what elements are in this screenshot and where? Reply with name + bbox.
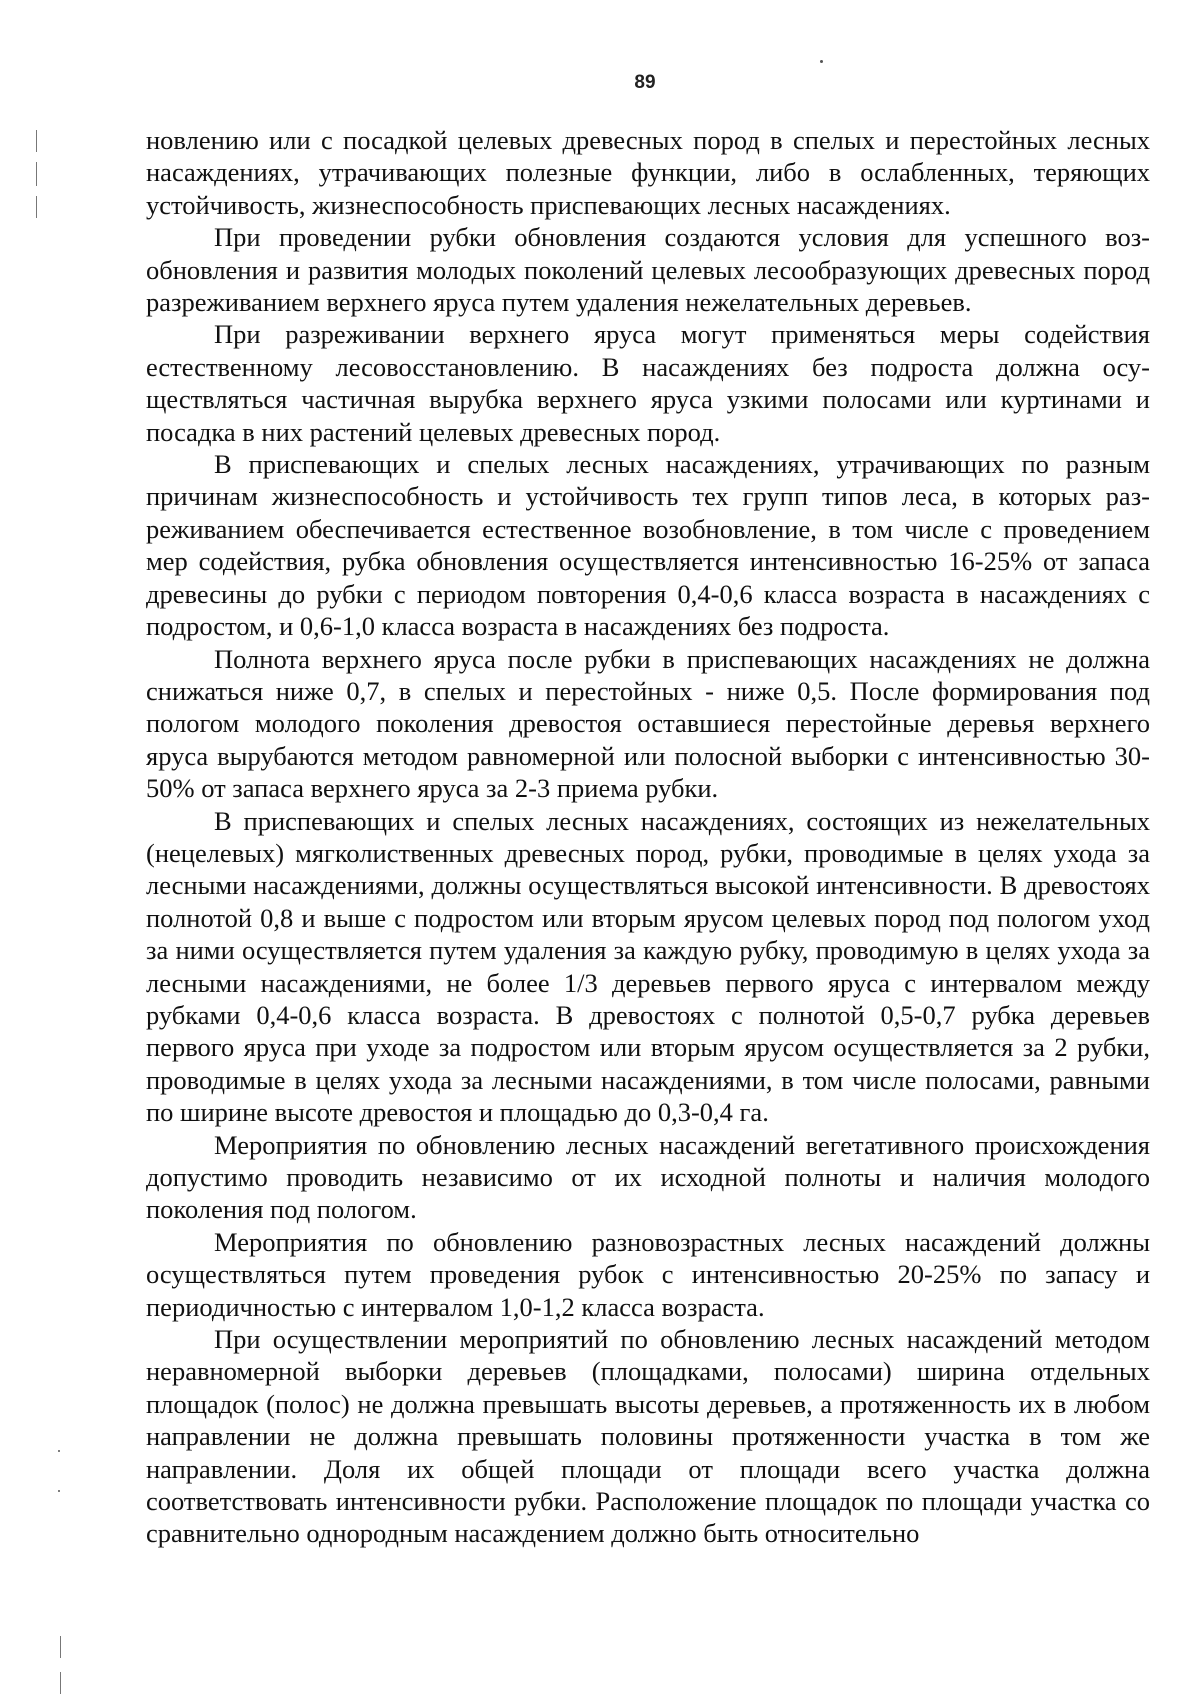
scan-margin-mark: [60, 1636, 61, 1658]
page-number: 89: [634, 72, 656, 93]
scan-dot-mark: [58, 1450, 60, 1452]
document-body: [146, 124, 1150, 1550]
paragraph: новлению или с посадкой целевых древесных пород в спелых и перестойных лесных насаждениях, утрачивающих полезные функции, либо в ослабленных, теряющих устойчивость, жизнеспособность приспевающих лесных насаждениях.: [146, 125, 1150, 220]
paragraph: При осуществлении мероприятий по обновлению лесных насаждений методом неравномерной выборки деревьев (площадками, полосами) ширина отдельных площадок (полос) не должна превышать высоты деревьев, а протяженность их в любом направлении не должна превышать половины протяженности участка в том же направлении. Доля их общей площади от площади всего участка должна соответствовать интенсивности рубки. Расположение площадок по площади участка со сравнительно однородным насаждением должно быть относительно: [146, 1324, 1150, 1549]
scan-margin-mark: [36, 196, 37, 218]
scan-margin-mark: [36, 162, 37, 186]
paragraph: Полнота верхнего яруса после рубки в приспевающих насаждениях не должна снижаться ниже 0,7, в спелых и перестойных - ниже 0,5. После формирования под пологом молодого поколения древостоя оставшиеся перестойные деревья верхнего яруса вырубаются методом равномерной или полосной выборки с интенсивностью 30-50% от запаса верхнего яруса за 2-3 приема рубки.: [146, 643, 1150, 804]
paragraph: В приспевающих и спелых лесных насаждениях, состоящих из нежелательных (нецелевых) мягколиственных древесных пород, рубки, проводимые в целях ухода за лесными насаждениями, должны осуществляться высокой интенсивности. В древостоях полнотой 0,8 и выше с подростом или вторым ярусом целевых пород под пологом уход за ними осуществляется путем удаления за каждую рубку, проводимую в целях ухода за лесными насаждениями, не более 1/3 деревьев первого яруса с интервалом между рубками 0,4-0,6 класса возраста. В древостоях с полнотой 0,5-0,7 рубка деревьев первого яруса при уходе за подростом или вторым ярусом осуществляется за 2 рубки, проводимые в целях ухода за лесными насаждениями, в том числе полосами, равными по ширине высоте древостоя и площадью до 0,3-0,4 га.: [146, 805, 1150, 1128]
scan-margin-mark: [36, 130, 37, 152]
paragraph: Мероприятия по обновлению разновозрастных лесных насаждений должны осуществляться путем проведения рубок с интенсивностью 20-25% по запасу и периодичностью с интервалом 1,0-1,2 класса возраста.: [146, 1226, 1150, 1322]
scan-margin-mark: [60, 1672, 61, 1694]
scan-dot-mark: [58, 1490, 60, 1492]
paragraph: В приспевающих и спелых лесных насаждениях, утрачивающих по разным причинам жизнеспособность и устойчивость тех групп типов леса, в которых разреживанием обеспечивается естественное возобновление, в том числе с проведением мер содействия, рубка обновления осуществляется интенсивностью 16-25% от запаса древесины до рубки с периодом повторения 0,4-0,6 класса возраста в насаждениях с подростом, и 0,6-1,0 класса возраста в насаждениях без подроста.: [146, 449, 1150, 642]
paragraph: При проведении рубки обновления создаются условия для успешного возобновления и развития молодых поколений целевых лесообразующих древесных пород разреживанием верхнего яруса путем удаления нежелательных деревьев.: [146, 222, 1150, 318]
paragraph: Мероприятия по обновлению лесных насаждений вегетативного происхождения допустимо проводить независимо от их исходной полноты и наличия молодого поколения под пологом.: [146, 1129, 1150, 1225]
paragraph: При разреживании верхнего яруса могут применяться меры содействия естественному лесовосстановлению. В насаждениях без подроста должна осуществляться частичная вырубка верхнего яруса узкими полосами или куртинами и посадка в них растений целевых древесных пород.: [146, 319, 1150, 447]
scan-dot-mark: [820, 60, 823, 63]
